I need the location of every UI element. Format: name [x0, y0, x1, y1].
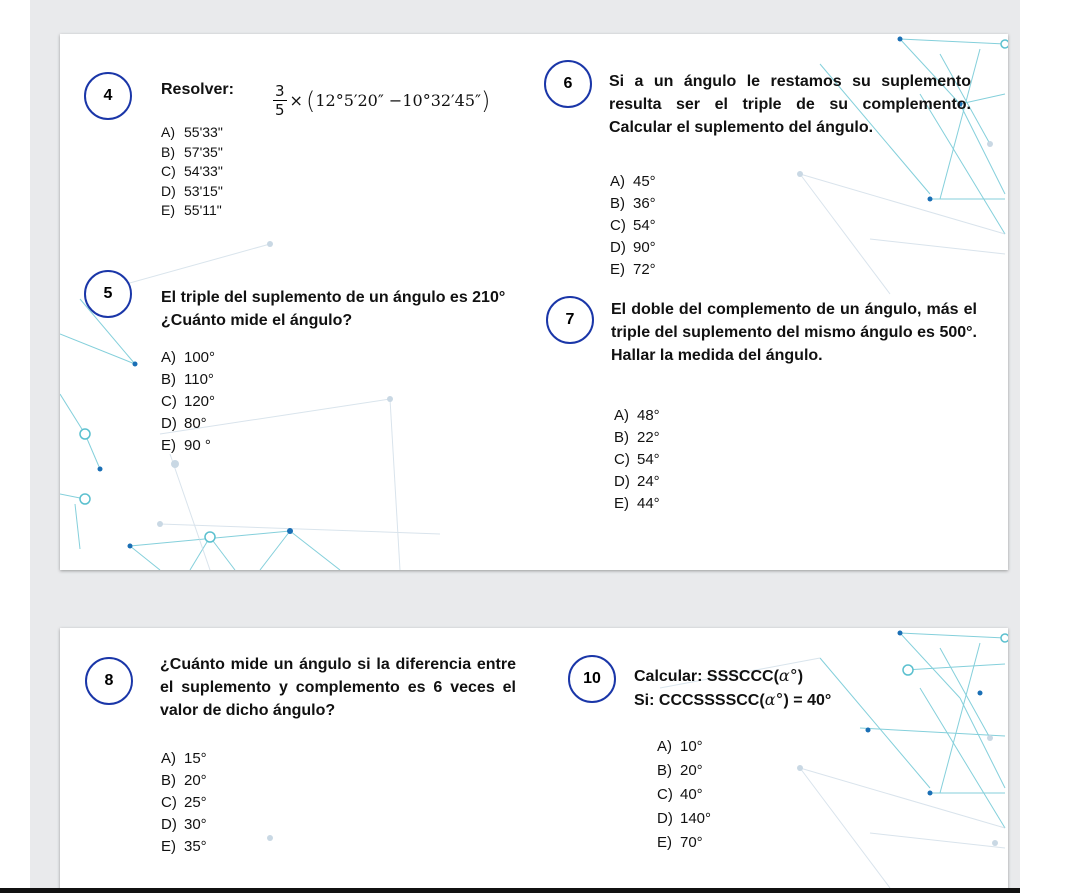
option-letter: C): [657, 786, 673, 803]
answer-options: [161, 347, 215, 457]
question-label: Resolver:: [161, 81, 234, 98]
answer-option[interactable]: [161, 347, 215, 369]
answer-option[interactable]: [610, 193, 656, 215]
answer-options: [161, 123, 223, 221]
question-number-badge: 6: [544, 60, 592, 108]
answer-option[interactable]: [161, 162, 223, 182]
option-letter: A): [161, 349, 176, 366]
question-number-badge: 8: [85, 657, 133, 705]
option-value: 54'33": [184, 163, 223, 179]
option-value: 25°: [184, 794, 207, 811]
question-text: [634, 664, 831, 712]
option-value: 80°: [184, 415, 207, 432]
question-number-badge: 5: [84, 270, 132, 318]
answer-option[interactable]: [161, 748, 207, 770]
option-value: 48°: [637, 407, 660, 424]
option-letter: B): [614, 429, 629, 446]
option-letter: E): [610, 261, 625, 278]
formula-expression: 12°5′20″ −10°32′45″: [315, 91, 482, 110]
expression-text: ): [797, 668, 804, 685]
option-letter: C): [161, 393, 177, 410]
option-letter: E): [657, 834, 672, 851]
times-sign: ×: [289, 91, 303, 110]
option-value: 53'15": [184, 182, 223, 199]
option-letter: B): [161, 371, 176, 388]
answer-option[interactable]: [161, 792, 207, 814]
option-letter: C): [161, 163, 176, 179]
answer-option[interactable]: [610, 237, 656, 259]
option-value: 36°: [633, 195, 656, 212]
answer-option[interactable]: [161, 413, 215, 435]
question-line-2: [634, 688, 831, 712]
option-letter: A): [161, 750, 176, 767]
question-text: ¿Cuánto mide un ángulo si la diferencia entre el suplemento y complemento es 6 veces el valor de dicho ángulo?: [160, 656, 516, 719]
option-letter: C): [610, 217, 626, 234]
expression-text: Calcular: SSSCCC(: [634, 668, 779, 685]
option-letter: B): [161, 772, 176, 789]
option-value: 24°: [637, 473, 660, 490]
option-value: 54°: [633, 217, 656, 234]
alpha-symbol: α°: [764, 690, 784, 709]
option-value: 110°: [184, 371, 214, 388]
question-number-badge: 7: [546, 296, 594, 344]
option-value: 54°: [637, 451, 660, 468]
math-formula: [273, 82, 490, 119]
answer-option[interactable]: [657, 759, 711, 783]
option-value: 20°: [184, 772, 207, 789]
option-letter: D): [657, 810, 673, 827]
expression-text: ) = 40°: [783, 692, 832, 709]
answer-option[interactable]: [614, 471, 660, 493]
option-value: 57'35": [184, 143, 223, 160]
option-letter: E): [161, 437, 176, 454]
option-letter: D): [161, 182, 176, 199]
option-value: 55'11": [184, 202, 222, 218]
expression-text: Si: CCCSSSSCC(: [634, 692, 765, 709]
answer-option[interactable]: [614, 493, 660, 515]
option-value: 15°: [184, 750, 207, 767]
answer-option[interactable]: [161, 123, 223, 143]
answer-option[interactable]: [657, 807, 711, 831]
answer-option[interactable]: [161, 143, 223, 163]
close-paren-glyph: ): [481, 86, 491, 115]
option-letter: E): [614, 495, 629, 512]
option-value: 120°: [184, 393, 216, 410]
option-value: 100°: [184, 349, 216, 366]
question-line-1: [634, 664, 831, 688]
option-letter: D): [161, 415, 177, 432]
answer-option[interactable]: [614, 405, 660, 427]
option-value: 90°: [633, 239, 656, 256]
answer-option[interactable]: [161, 201, 223, 221]
option-letter: D): [614, 473, 630, 490]
answer-option[interactable]: [657, 783, 711, 807]
option-letter: A): [610, 173, 625, 190]
option-letter: B): [161, 143, 175, 160]
option-letter: D): [610, 239, 626, 256]
option-value: 55'33": [184, 124, 223, 140]
option-value: 90 °: [184, 437, 211, 454]
answer-options: [161, 748, 207, 858]
option-letter: B): [610, 195, 625, 212]
option-letter: D): [161, 816, 177, 833]
option-letter: C): [161, 794, 177, 811]
document-page-1: [60, 34, 1008, 570]
question-text: El triple del suplemento de un ángulo es 210° ¿Cuánto mide el ángulo?: [161, 289, 506, 329]
option-letter: E): [161, 202, 175, 218]
answer-option[interactable]: [161, 435, 215, 457]
fraction-denominator: 5: [275, 101, 285, 119]
open-paren-glyph: (: [305, 86, 316, 115]
option-value: 35°: [184, 838, 207, 855]
option-value: 40°: [680, 786, 703, 803]
answer-option[interactable]: [657, 735, 711, 759]
answer-option[interactable]: [161, 369, 215, 391]
option-letter: A): [161, 124, 175, 140]
answer-options: [610, 171, 656, 281]
answer-option[interactable]: [610, 171, 656, 193]
answer-option[interactable]: [161, 770, 207, 792]
question-text: El doble del complemento de un ángulo, más el triple del suplemento del mismo ángulo es 500°. Hallar la medida del ángulo.: [611, 301, 977, 364]
alpha-symbol: α°: [778, 666, 798, 685]
question-text: Si a un ángulo le restamos su suplemento resulta ser el triple de su complemento. Calcular el suplemento del ángulo.: [609, 73, 971, 136]
question-number-badge: 10: [568, 655, 616, 703]
fraction: [273, 82, 287, 119]
answer-option[interactable]: [614, 449, 660, 471]
option-value: 72°: [633, 261, 656, 278]
option-letter: E): [161, 838, 176, 855]
bottom-divider: [0, 888, 1020, 893]
fraction-numerator: 3: [275, 82, 285, 100]
option-value: 140°: [680, 810, 712, 827]
answer-option[interactable]: [161, 814, 207, 836]
option-letter: A): [614, 407, 629, 424]
option-value: 45°: [633, 173, 656, 190]
answer-option[interactable]: [610, 259, 656, 281]
answer-options: [614, 405, 660, 515]
answer-option[interactable]: [657, 831, 711, 855]
option-letter: A): [657, 738, 672, 755]
option-value: 10°: [680, 738, 703, 755]
answer-options: [657, 735, 711, 855]
option-value: 44°: [637, 495, 660, 512]
answer-option[interactable]: [161, 182, 223, 202]
option-letter: B): [657, 762, 672, 779]
answer-option[interactable]: [614, 427, 660, 449]
document-page-2: [60, 628, 1008, 893]
answer-option[interactable]: [161, 836, 207, 858]
option-value: 30°: [184, 816, 207, 833]
answer-option[interactable]: [610, 215, 656, 237]
answer-option[interactable]: [161, 391, 215, 413]
option-value: 70°: [680, 834, 703, 851]
option-letter: C): [614, 451, 630, 468]
option-value: 22°: [637, 429, 660, 446]
question-number-badge: 4: [84, 72, 132, 120]
option-value: 20°: [680, 762, 703, 779]
